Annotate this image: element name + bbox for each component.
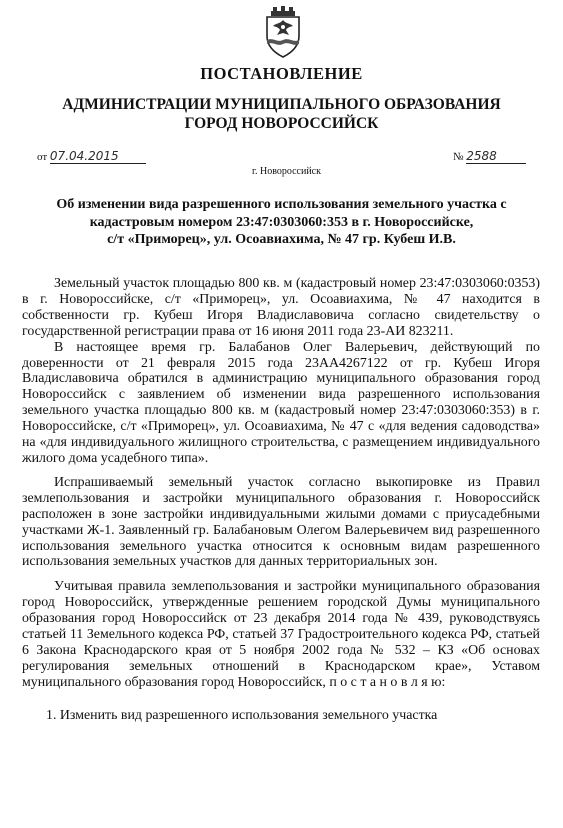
paragraph-legal-basis: Учитывая правила землепользования и застройки муниципального образования город Новороссийск, утвержденные решением городской Думы муниципального образования город Новороссийск от 23 декабря 2014 года № 439, руководствуясь статьей 11 Земельного кодекса РФ, статьей 37 Градостроительного кодекса РФ, статьей 6 Закона Краснодарского края от 5 ноября 2002 года № 532 – КЗ «Об основах регулирования земельных отношений в Краснодарском крае», Уставом муниципального образования город Новороссийск, п о с т а н о в л я ю: (22, 579, 540, 690)
authority-line-1: АДМИНИСТРАЦИИ МУНИЦИПАЛЬНОГО ОБРАЗОВАНИЯ (62, 96, 501, 113)
subject-line-1: Об изменении вида разрешенного использования земельного участка с (56, 197, 507, 212)
date-prefix: от (37, 151, 48, 163)
paragraph-zoning: Испрашиваемый земельный участок согласно выкопировке из Правил землепользования и застройки муниципального образования г. Новороссийск расположен в зоне застройки индивидуальными жилыми домами с приусадебными участками Ж-1. Заявленный гр. Балабановым Олегом Валерьевичем вид разрешенного использования земельного участка относится к основным видам разрешенного использования земельных участков для данных территориальных зон. (22, 474, 540, 570)
coat-of-arms-icon (263, 6, 303, 58)
subject-line-3: с/т «Приморец», ул. Осоавиахима, № 47 гр. Кубеш И.В. (107, 232, 456, 247)
paragraph-ownership: Земельный участок площадью 800 кв. м (кадастровый номер 23:47:0303060:0353) в г. Новороссийске, с/т «Приморец», ул. Осоавиахима, № 47 находится в собственности гр. Кубеш Игоря Владиславовича согласно свидетельству о государственной регистрации права от 16 июня 2011 года 23-АИ 823211. (22, 276, 540, 339)
document-number (453, 149, 526, 164)
document-body (22, 276, 540, 724)
number-prefix: № (453, 151, 464, 163)
document-subject (20, 196, 543, 249)
number-value: 2588 (466, 149, 526, 164)
paragraph-application: В настоящее время гр. Балабанов Олег Валерьевич, действующий по доверенности от 21 февраля 2015 года 23АА4267122 от гр. Кубеш Игоря Владиславовича обратился в администрацию муниципального образования город Новороссийск с заявлением об изменении вида разрешенного использования земельного участка площадью 800 кв. м (кадастровый номер 23:47:0303060:353) в г. Новороссийске, с/т «Приморец», ул. Осоавиахима, № 47 с «для ведения садоводства» на «для индивидуального жилищного строительства, с размещением индивидуального жилого дома усадебного типа». (22, 339, 540, 466)
subject-line-2: кадастровым номером 23:47:0303060:353 в г. Новороссийске, (89, 214, 474, 230)
issuing-authority (0, 95, 563, 133)
resolution-item-1: 1. Изменить вид разрешенного использования земельного участка (46, 707, 438, 723)
document-place: г. Новороссийск (252, 166, 321, 177)
date-value: 07.04.2015 (50, 149, 146, 164)
document-date (37, 149, 146, 164)
authority-line-2: ГОРОД НОВОРОССИЙСК (184, 115, 379, 132)
document-title: ПОСТАНОВЛЕНИЕ (200, 64, 363, 83)
